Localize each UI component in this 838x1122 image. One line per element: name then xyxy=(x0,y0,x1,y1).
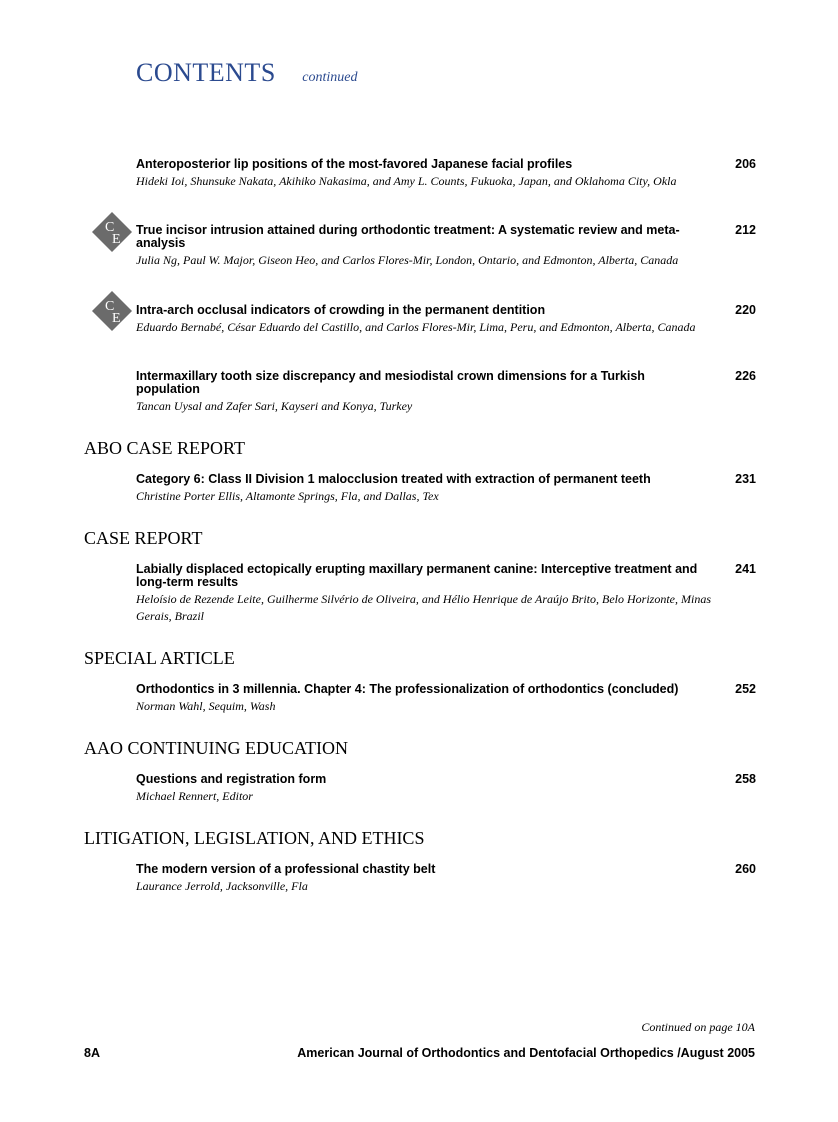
article-authors: Michael Rennert, Editor xyxy=(136,789,253,803)
article-title: Intra-arch occlusal indicators of crowding in the permanent dentition xyxy=(136,303,546,317)
page-number: 252 xyxy=(735,682,756,696)
article-title: Questions and registration form xyxy=(136,772,327,786)
page-number: 220 xyxy=(735,303,756,317)
toc-entry[interactable] xyxy=(136,563,756,625)
toc-entry[interactable] xyxy=(136,224,756,269)
article-authors: Laurance Jerrold, Jacksonville, Fla xyxy=(136,879,308,893)
article-authors: Hideki Ioi, Shunsuke Nakata, Akihiko Nakasima, and Amy L. Counts, Fukuoka, Japan, and Oklahoma City, Okla xyxy=(136,174,677,188)
toc-entry[interactable] xyxy=(136,370,756,415)
page-number: 258 xyxy=(735,772,756,786)
toc-entry[interactable] xyxy=(136,863,756,895)
section-heading: ABO CASE REPORT xyxy=(84,438,245,458)
article-title: Intermaxillary tooth size discrepancy and mesiodistal crown dimensions for a Turkish population xyxy=(136,369,645,396)
article-authors: Heloísio de Rezende Leite, Guilherme Silvério de Oliveira, and Hélio Henrique de Araújo Brito, Belo Horizonte, Minas Gerais, Brazil xyxy=(136,592,712,623)
article-title: True incisor intrusion attained during orthodontic treatment: A systematic review and meta-analysis xyxy=(136,223,680,250)
section-heading: SPECIAL ARTICLE xyxy=(84,648,235,668)
contents-title: CONTENTS xyxy=(136,58,276,87)
section-heading: CASE REPORT xyxy=(84,528,203,548)
article-title: The modern version of a professional chastity belt xyxy=(136,862,436,876)
article-title: Anteroposterior lip positions of the most-favored Japanese facial profiles xyxy=(136,157,573,171)
page-number: 241 xyxy=(735,562,756,576)
ce-badge-e: E xyxy=(112,311,121,326)
article-authors: Christine Porter Ellis, Altamonte Springs, Fla, and Dallas, Tex xyxy=(136,489,439,503)
ce-badge-icon xyxy=(90,289,134,333)
toc-entry[interactable] xyxy=(136,683,756,715)
article-authors: Norman Wahl, Sequim, Wash xyxy=(136,699,276,713)
ce-badge-c: C xyxy=(105,220,115,235)
page-number: 206 xyxy=(735,157,756,171)
ce-badge-c: C xyxy=(105,299,115,314)
article-title: Orthodontics in 3 millennia. Chapter 4: The professionalization of orthodontics (concluded) xyxy=(136,682,679,696)
contents-subtitle: continued xyxy=(302,70,358,85)
article-title: Labially displaced ectopically erupting maxillary permanent canine: Interceptive treatment and long-term results xyxy=(136,562,698,589)
article-authors: Tancan Uysal and Zafer Sari, Kayseri and Konya, Turkey xyxy=(136,399,413,413)
toc-entry[interactable] xyxy=(136,773,756,805)
page-number: 212 xyxy=(735,223,756,237)
footer-page-number: 8A xyxy=(84,1046,100,1060)
page-header xyxy=(136,58,357,88)
toc-entry[interactable] xyxy=(136,158,756,190)
article-authors: Eduardo Bernabé, César Eduardo del Castillo, and Carlos Flores-Mir, Lima, Peru, and Edmonton, Alberta, Canada xyxy=(136,320,696,334)
ce-badge-icon xyxy=(90,210,134,254)
footer-journal: American Journal of Orthodontics and Dentofacial Orthopedics /August 2005 xyxy=(297,1046,755,1060)
continued-note: Continued on page 10A xyxy=(641,1020,755,1034)
toc-entry[interactable] xyxy=(136,304,756,336)
page-number: 260 xyxy=(735,862,756,876)
article-authors: Julia Ng, Paul W. Major, Giseon Heo, and Carlos Flores-Mir, London, Ontario, and Edmonton, Alberta, Canada xyxy=(136,253,679,267)
ce-badge-e: E xyxy=(112,232,121,247)
page-number: 226 xyxy=(735,369,756,383)
section-heading: LITIGATION, LEGISLATION, AND ETHICS xyxy=(84,828,425,848)
article-title: Category 6: Class II Division 1 malocclusion treated with extraction of permanent teeth xyxy=(136,472,651,486)
toc-entry[interactable] xyxy=(136,473,756,505)
section-heading: AAO CONTINUING EDUCATION xyxy=(84,738,348,758)
page-number: 231 xyxy=(735,472,756,486)
